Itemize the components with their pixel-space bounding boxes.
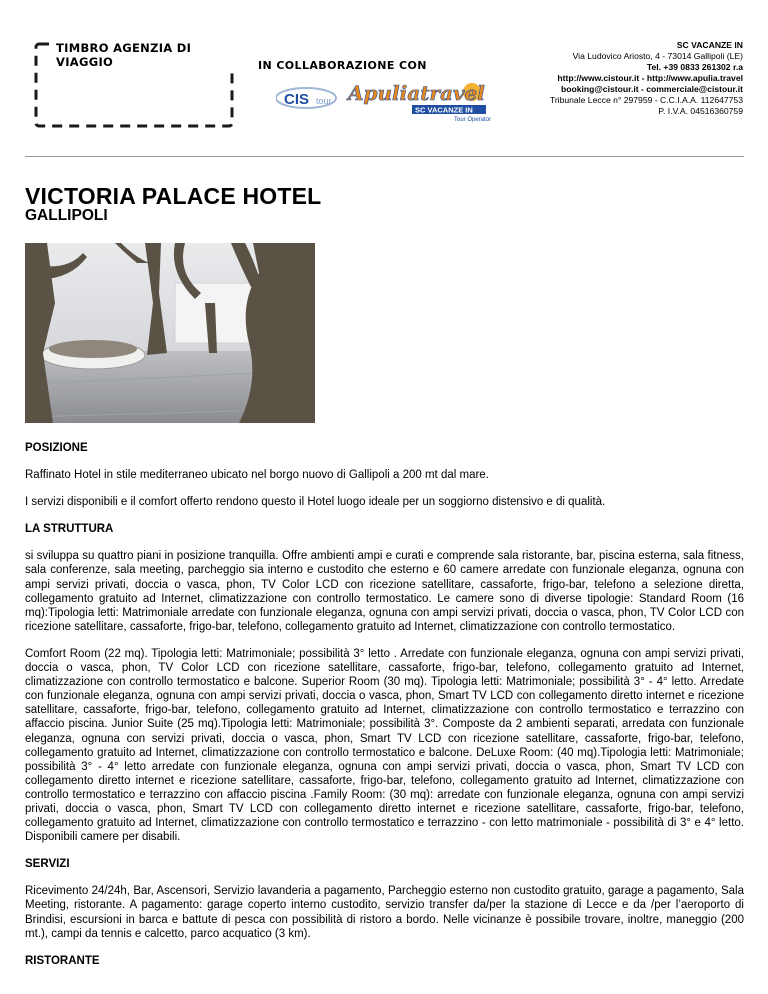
struttura-paragraph-2: Comfort Room (22 mq). Tipologia letti: Matrimoniale; possibilità 3° letto . Arredate con funzionale eleganza, ognuna con ampi servizi privati, doccia o vasca, phon, TV Color LCD con ricezione satellitare, cassaforte, frigo-bar, telefono, collegamento gratuito ad Internet, climatizzazione con controllo termostatico e balcone. Superior Room (30 mq). Tipologia letti: Matrimoniale; possibilità 3° - 4° letto. Arredate con funzionale eleganza, ognuna con ampi servizi privati, doccia o vasca, phon, Smart TV LCD con collegamento diretto internet e ricezione satellitare, cassaforte, frigo-bar, telefono, collegamento gratuito ad Internet, climatizzazione con controllo termostatico e terrazzino con affaccio piscina. Junior Suite (25 mq).Tipologia letti: Matrimoniale; possibilità 3°. Composte da 2 ambienti separati, arredata con funzionale eleganza, ognuna con servizi privati, doccia o vasca, phon, Smart TV LCD con ricezione satellitare, cassaforte, frigo-bar, telefono, collegamento gratuito ad Internet, climatizzazione con controllo termostatico e balcone. DeLuxe Room: (40 mq).Tipologia letti: Matrimoniale; possibilità 3° - 4° letto arredate con funzionale eleganza, ognuna con ampi servizi privati, doccia o vasca, phon, Smart TV LCD con collegamento diretto internet e ricezione satellitare, cassaforte, frigo-bar, telefono, collegamento gratuito ad Internet, climatizzazione con controllo termostatico e terrazzino con affaccio piscina .Family Room: (30 mq): arredate con funzionale eleganza, ognuna con ampi servizi privati, doccia o vasca, phon, Smart TV LCD con collegamento diretto internet e ricezione satellitare, cassaforte, frigo-bar, telefono, collegamento gratuito ad Internet, climatizzazione con controllo termostatico e terrazzino - con letto matrimoniale - possibilità di 3° e 4° letto. Disponibili camere per disabili. xyxy=(25,647,744,844)
posizione-paragraph-1: Raffinato Hotel in stile mediterraneo ubicato nel borgo nuovo di Gallipoli a 200 mt dal mare. xyxy=(25,469,489,482)
hotel-title: VICTORIA PALACE HOTEL xyxy=(25,183,322,209)
stamp-label: TIMBRO AGENZIA DI VIAGGIO xyxy=(52,41,234,69)
agency-registry: Tribunale Lecce n° 297959 - C.C.I.A.A. 112647753 xyxy=(549,95,743,105)
section-heading-struttura: LA STRUTTURA xyxy=(25,523,114,536)
logo-sub-text: SC VACANZE IN xyxy=(415,105,473,115)
logo-sub2-text: Tour Operator xyxy=(454,117,492,122)
agency-vat: P. I.V.A. 04516360759 xyxy=(658,106,743,116)
servizi-paragraph-1: Ricevimento 24/24h, Bar, Ascensori, Servizio lavanderia a pagamento, Parcheggio esterno non custodito gratuito, garage a pagamento, Sala Meeting, ristorante. A pagamento: garage coperto interno custodito, servizio transfer da/per la stazione di Lecce e da /per l’aeroporto di Brindisi, escursioni in barca e battute di pesca con possibilità di ristoro a bordo. Nelle vicinanze è possibile trovare, inoltre, maneggio (200 mt.), campi da tennis e calcetto, parco acquatico (3 km). xyxy=(25,885,744,940)
hotel-photo xyxy=(25,243,315,423)
agency-email: booking@cistour.it - commerciale@cistour.it xyxy=(561,84,743,94)
agency-address: Via Ludovico Ariosto, 4 - 73014 Gallipoli (LE) xyxy=(572,51,743,61)
header-divider xyxy=(25,156,744,157)
struttura-paragraph-1: si sviluppa su quattro piani in posizione tranquilla. Offre ambienti ampi e curati e comprende sala ristorante, bar, piscina esterna, sala fitness, sala conferenze, sala meeting, parcheggio sia interno e custodito che esterno e 60 camere arredate con funzionale eleganza, ognuna con ampi servizi privati, doccia o vasca, phon, TV Color LCD con ricezione satellitare, cassaforte, frigo-bar, telefono a selezione diretta, collegamento gratuito ad Internet, climatizzazione con controllo termostatico. Le camere sono di diverse tipologie: Standard Room (16 mq):Tipologia letti: Matrimoniale arredate con funzionale eleganza, ognuna con ampi servizi privati, doccia o vasca, phon, TV Color LCD con ricezione satellitare, cassaforte, frigo-bar, telefono, collegamento gratuito ad Internet, climatizzazione con controllo termostatico. xyxy=(25,550,744,633)
logo-cis-suffix: tour xyxy=(316,96,332,106)
section-heading-posizione: POSIZIONE xyxy=(25,442,88,454)
olive-garden-lounge-image xyxy=(25,243,315,423)
collaboration-label: IN COLLABORAZIONE CON xyxy=(258,59,427,72)
hotel-description xyxy=(25,441,744,981)
section-heading-ristorante: RISTORANTE xyxy=(25,954,100,967)
section-heading-servizi: SERVIZI xyxy=(25,858,70,871)
agency-phone: Tel. +39 0833 261302 r.a xyxy=(646,62,743,72)
travel-agency-stamp-box xyxy=(34,40,234,128)
agency-contact-block xyxy=(463,40,743,117)
agency-web: http://www.cistour.it - http://www.apulia.travel xyxy=(557,73,743,83)
logo-apulia-text: Apuliatravel xyxy=(348,81,485,105)
logo-cis-text: CIS xyxy=(284,91,310,108)
hotel-city: GALLIPOLI xyxy=(25,207,108,224)
posizione-paragraph-2: I servizi disponibili e il comfort offerto rendono questo il Hotel luogo ideale per un soggiorno distensivo e di qualità. xyxy=(25,496,606,509)
agency-name: SC VACANZE IN xyxy=(676,40,743,50)
